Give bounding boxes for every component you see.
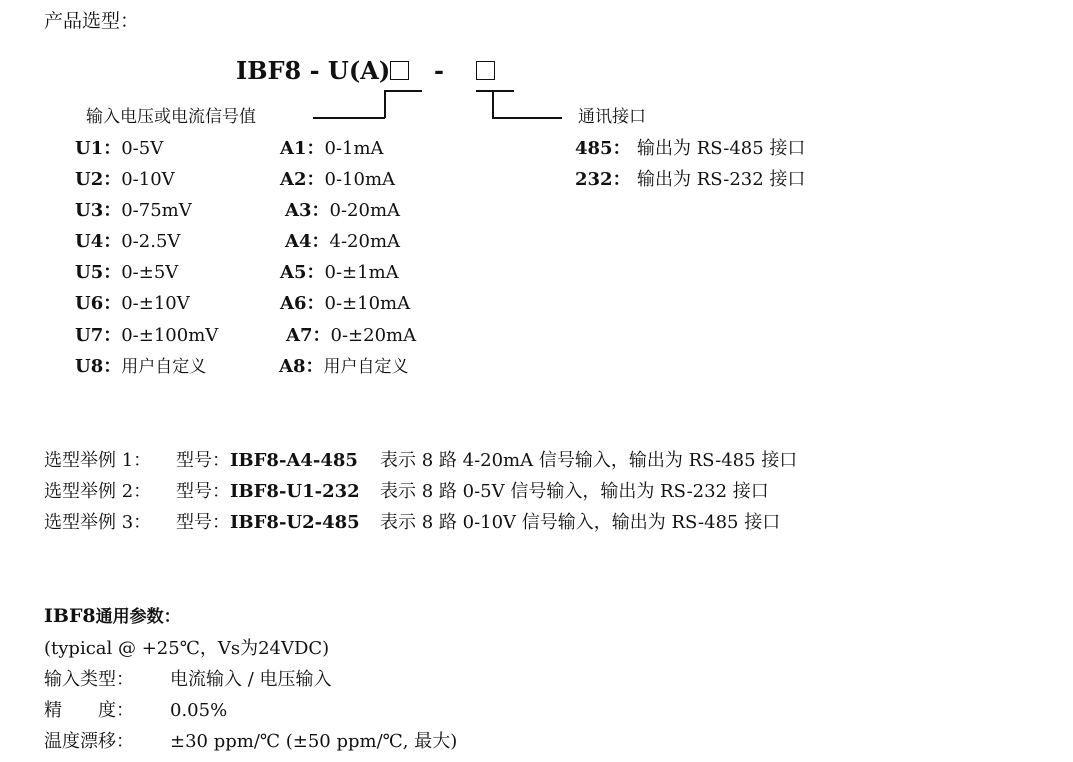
option-code: A5： — [280, 262, 325, 283]
option-code: A4： — [285, 231, 330, 252]
param-value: 电流输入 / 电压输入 — [170, 669, 332, 690]
option-value: 用户自定义 — [323, 357, 409, 377]
voltage-option — [75, 325, 218, 347]
option-value: 0-10mA — [324, 169, 396, 190]
comm-bracket-vertical — [492, 90, 494, 118]
comm-code-wrap — [476, 57, 495, 85]
example-model-label: 型号： — [176, 481, 230, 502]
option-code: A1： — [280, 138, 325, 159]
voltage-option — [75, 262, 178, 284]
current-option — [280, 169, 395, 191]
voltage-option — [75, 293, 190, 315]
param-row — [44, 700, 227, 722]
param-label: 精 度： — [44, 700, 134, 721]
option-value: 0-±10V — [121, 293, 190, 314]
option-code: U3： — [75, 200, 122, 221]
option-code: U6： — [75, 293, 122, 314]
input-bracket-top — [384, 90, 422, 92]
input-bracket-vertical — [384, 90, 386, 118]
param-value: 0.05% — [170, 700, 228, 721]
example-model-label: 型号： — [176, 512, 230, 533]
voltage-option — [75, 169, 175, 191]
example-model: IBF8-U1-232 — [230, 481, 360, 502]
input-code-box — [390, 61, 409, 80]
current-option — [286, 325, 416, 347]
input-signal-label: 输入电压或电流信号值 — [86, 107, 256, 127]
param-row — [44, 669, 332, 691]
voltage-option — [75, 200, 192, 222]
comm-option — [575, 169, 805, 191]
example-row — [44, 512, 780, 534]
current-option — [280, 262, 399, 284]
input-bracket-leader — [313, 117, 385, 119]
option-value: 0-±5V — [121, 262, 179, 283]
current-option — [285, 231, 400, 253]
example-model-label: 型号： — [176, 450, 230, 471]
option-code: A7： — [286, 325, 331, 346]
option-value: 0-75mV — [121, 200, 192, 221]
option-code: 232： — [575, 169, 631, 190]
option-code: U1： — [75, 138, 122, 159]
comm-code-box — [476, 61, 495, 80]
option-value: 0-5V — [121, 138, 164, 159]
comm-interface-label: 通讯接口 — [578, 107, 646, 127]
example-model: IBF8-U2-485 — [230, 512, 360, 533]
example-label: 选型举例 1： — [44, 450, 152, 471]
example-row — [44, 481, 769, 503]
current-option — [280, 138, 384, 160]
model-code-dash: - — [434, 56, 444, 85]
option-code: U8： — [75, 356, 122, 377]
param-label: 输入类型： — [44, 669, 134, 690]
current-option — [285, 200, 400, 222]
params-condition: (typical @ +25℃，Vs为24VDC) — [44, 638, 330, 659]
option-value: 0-2.5V — [121, 231, 181, 252]
example-model: IBF8-A4-485 — [230, 450, 358, 471]
option-value: 用户自定义 — [121, 357, 207, 377]
option-code: A8： — [279, 356, 324, 377]
param-label: 温度漂移： — [44, 731, 134, 752]
section-title: 产品选型： — [44, 10, 140, 32]
option-value: 0-1mA — [324, 138, 384, 159]
params-title — [44, 605, 181, 628]
option-code: A6： — [280, 293, 325, 314]
comm-bracket-top — [476, 90, 514, 92]
option-value: 0-±20mA — [330, 325, 417, 346]
comm-bracket-leader — [492, 117, 562, 119]
option-code: A2： — [280, 169, 325, 190]
option-value: 0-20mA — [329, 200, 401, 221]
current-option — [279, 356, 409, 378]
current-option — [280, 293, 410, 315]
params-title-text: 通用参数： — [95, 607, 181, 627]
option-value: 0-±100mV — [121, 325, 219, 346]
option-value: 0-10V — [121, 169, 175, 190]
example-description: 表示 8 路 0-10V 信号输入，输出为 RS-485 接口 — [380, 512, 781, 533]
option-code: A3： — [285, 200, 330, 221]
option-code: U7： — [75, 325, 122, 346]
model-code — [236, 57, 409, 85]
example-description: 表示 8 路 4-20mA 信号输入，输出为 RS-485 接口 — [380, 450, 798, 471]
comm-option — [575, 138, 805, 160]
option-code: U4： — [75, 231, 122, 252]
option-code: U5： — [75, 262, 122, 283]
option-code: U2： — [75, 169, 122, 190]
option-value: 0-±1mA — [324, 262, 399, 283]
example-row — [44, 450, 797, 472]
option-value: 0-±10mA — [324, 293, 411, 314]
params-title-model: IBF8 — [44, 605, 96, 627]
param-value: ±30 ppm/℃ (±50 ppm/℃, 最大) — [170, 731, 458, 752]
example-label: 选型举例 2： — [44, 481, 152, 502]
option-value: 4-20mA — [329, 231, 401, 252]
voltage-option — [75, 356, 206, 378]
option-value: 输出为 RS-232 接口 — [637, 169, 806, 190]
option-code: 485： — [575, 138, 631, 159]
example-description: 表示 8 路 0-5V 信号输入，输出为 RS-232 接口 — [380, 481, 769, 502]
param-row — [44, 731, 457, 753]
voltage-option — [75, 138, 163, 160]
option-value: 输出为 RS-485 接口 — [637, 138, 806, 159]
model-code-prefix: IBF8 - U(A) — [236, 56, 391, 85]
example-label: 选型举例 3： — [44, 512, 152, 533]
voltage-option — [75, 231, 180, 253]
